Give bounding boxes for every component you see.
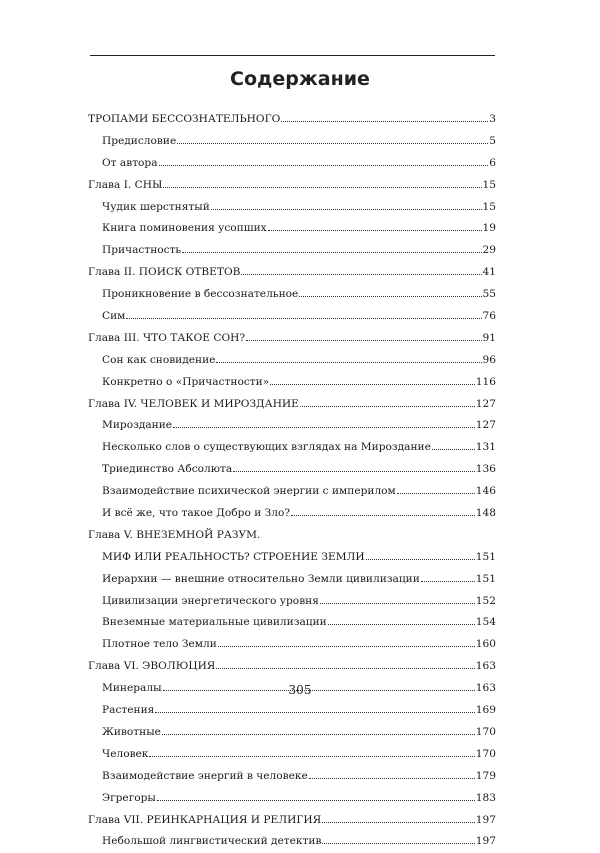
toc-page-number: 127	[475, 419, 496, 432]
toc-page-number: 41	[482, 266, 496, 279]
toc-entry-title: Глава II. ПОИСК ОТВЕТОВ	[88, 266, 241, 279]
toc-dot-leader	[366, 559, 475, 560]
toc-dot-leader	[291, 515, 475, 516]
toc-dot-leader	[432, 449, 475, 450]
toc-dot-leader	[173, 427, 475, 428]
toc-page-number: 197	[475, 835, 496, 848]
toc-dot-leader	[218, 646, 475, 647]
toc-page-number: 170	[475, 725, 496, 738]
toc-section-entry	[88, 284, 496, 306]
toc-page-number: 148	[475, 507, 496, 520]
toc-dot-leader	[216, 668, 474, 669]
toc-page-number: 170	[475, 747, 496, 760]
toc-entry-title: Глава VII. РЕИНКАРНАЦИЯ И РЕЛИГИЯ	[88, 813, 322, 826]
toc-page-number: 76	[482, 310, 496, 323]
toc-entry-title: Сим	[102, 310, 126, 323]
toc-dot-leader	[322, 843, 474, 844]
toc-entry-title: От автора	[102, 156, 158, 169]
toc-dot-leader	[182, 252, 481, 253]
toc-section-entry	[88, 437, 496, 459]
toc-section-entry	[88, 415, 496, 437]
toc-entry-title: Человек	[102, 747, 149, 760]
toc-dot-leader	[421, 581, 475, 582]
toc-dot-leader	[155, 712, 474, 713]
toc-dot-leader	[320, 603, 475, 604]
toc-entry-title: ТРОПАМИ БЕССОЗНАТЕЛЬНОГО	[88, 113, 281, 125]
toc-page-number: 163	[475, 682, 496, 695]
toc-entry-title: Сон как сновидение	[102, 353, 216, 366]
toc-entry-title: Чудик шерстнятый	[102, 200, 210, 213]
toc-page-number: 91	[482, 331, 496, 344]
toc-entry-title: Глава VI. ЭВОЛЮЦИЯ	[88, 660, 216, 673]
toc-dot-leader	[270, 384, 475, 385]
toc-section-entry	[88, 831, 496, 853]
toc-entry-title: Проникновение в бессознательное	[102, 288, 299, 301]
toc-page-number: 179	[475, 769, 496, 782]
toc-page-number: 5	[489, 134, 496, 147]
toc-page-number: 163	[475, 660, 496, 673]
toc-page-number: 197	[475, 813, 496, 826]
table-of-contents	[88, 109, 496, 853]
toc-page-number: 146	[475, 485, 496, 498]
toc-section-entry	[88, 350, 496, 372]
toc-dot-leader	[163, 187, 481, 188]
toc-page-number: 160	[475, 638, 496, 651]
page-title: Содержание	[230, 68, 370, 90]
toc-entry-title: МИФ ИЛИ РЕАЛЬНОСТЬ? СТРОЕНИЕ ЗЕМЛИ	[102, 550, 365, 563]
toc-section-entry	[88, 612, 496, 634]
toc-page-number: 3	[489, 113, 496, 125]
toc-section-entry	[88, 372, 496, 394]
toc-page-number: 136	[475, 463, 496, 476]
toc-section-entry	[88, 459, 496, 481]
toc-dot-leader	[159, 165, 489, 166]
toc-page-number: 96	[482, 353, 496, 366]
toc-entry-title: Минералы	[102, 682, 162, 695]
toc-section-entry	[88, 700, 496, 722]
toc-chapter-entry	[88, 525, 496, 547]
toc-entry-title: Предисловие	[102, 134, 177, 147]
toc-dot-leader	[157, 800, 475, 801]
toc-page-number: 55	[482, 288, 496, 301]
toc-section-entry	[88, 788, 496, 810]
toc-entry-title: Несколько слов о существующих взглядах на Мироздание	[102, 441, 431, 454]
toc-entry-title: Глава IV. ЧЕЛОВЕК И МИРОЗДАНИЕ	[88, 397, 299, 410]
toc-section-entry	[88, 503, 496, 525]
toc-page-number: 151	[475, 572, 496, 585]
toc-entry-title: Растения	[102, 704, 155, 717]
toc-dot-leader	[162, 734, 475, 735]
toc-section-entry	[88, 240, 496, 262]
toc-entry-title: Триединство Абсолюта	[102, 463, 233, 476]
toc-entry-title: Животные	[102, 725, 161, 738]
toc-page-number: 154	[475, 616, 496, 629]
toc-page-number: 15	[482, 200, 496, 213]
toc-entry-title: Взаимодействие психической энергии с империлом	[102, 485, 396, 498]
toc-dot-leader	[177, 143, 488, 144]
toc-section-entry	[88, 591, 496, 613]
toc-section-entry	[88, 766, 496, 788]
toc-entry-title: Книга поминовения усопших	[102, 222, 267, 235]
toc-page-number: 152	[475, 594, 496, 607]
toc-dot-leader	[300, 406, 475, 407]
toc-section-entry	[88, 218, 496, 240]
toc-page-number: 6	[489, 156, 496, 169]
toc-entry-title: Плотное тело Земли	[102, 638, 217, 651]
toc-chapter-entry	[88, 175, 496, 197]
toc-dot-leader	[397, 493, 475, 494]
toc-chapter-entry	[88, 656, 496, 678]
toc-dot-leader	[328, 624, 475, 625]
toc-chapter-entry	[88, 394, 496, 416]
toc-entry-title: Внеземные материальные цивилизации	[102, 616, 327, 629]
toc-section-entry	[88, 481, 496, 503]
toc-entry-title: Глава I. СНЫ	[88, 178, 163, 191]
toc-page-number: 169	[475, 704, 496, 717]
toc-section-entry	[88, 153, 496, 175]
toc-page-number: 116	[475, 375, 496, 388]
toc-entry-title: Мироздание	[102, 419, 173, 432]
toc-dot-leader	[241, 274, 481, 275]
toc-chapter-entry	[88, 109, 496, 131]
toc-page-number: 151	[475, 550, 496, 563]
toc-section-entry	[88, 131, 496, 153]
toc-page-number: 29	[482, 244, 496, 257]
toc-entry-title: Глава V. ВНЕЗЕМНОЙ РАЗУМ.	[88, 528, 261, 541]
toc-dot-leader	[299, 296, 481, 297]
toc-page-number: 127	[475, 397, 496, 410]
toc-page-number: 15	[482, 178, 496, 191]
toc-dot-leader	[216, 362, 481, 363]
toc-entry-title: Иерархии — внешние относительно Земли цивилизации	[102, 572, 420, 585]
toc-dot-leader	[281, 121, 488, 122]
toc-entry-title: Конкретно о «Причастности»	[102, 375, 270, 388]
toc-dot-leader	[268, 230, 482, 231]
toc-entry-title: Небольшой лингвистический детектив	[102, 835, 322, 848]
toc-entry-title: Глава III. ЧТО ТАКОЕ СОН?	[88, 331, 246, 344]
toc-section-entry	[88, 197, 496, 219]
toc-entry-title: Цивилизации энергетического уровня	[102, 594, 319, 607]
toc-chapter-entry	[88, 328, 496, 350]
toc-entry-title: Взаимодействие энергий в человеке	[102, 769, 308, 782]
toc-dot-leader	[246, 340, 481, 341]
toc-dot-leader	[126, 318, 481, 319]
toc-entry-title: Причастность	[102, 244, 182, 257]
toc-section-entry	[88, 634, 496, 656]
toc-dot-leader	[233, 471, 475, 472]
top-rule	[90, 55, 495, 56]
toc-entry-title: Эгрегоры	[102, 791, 156, 804]
toc-chapter-entry	[88, 262, 496, 284]
toc-dot-leader	[149, 756, 474, 757]
toc-page-number: 183	[475, 791, 496, 804]
toc-section-entry	[88, 306, 496, 328]
toc-page-number: 19	[482, 222, 496, 235]
toc-dot-leader	[211, 209, 482, 210]
toc-section-entry	[88, 722, 496, 744]
toc-chapter-entry	[88, 810, 496, 832]
toc-entry-title: И всё же, что такое Добро и Зло?	[102, 507, 291, 520]
toc-section-entry	[88, 744, 496, 766]
toc-section-entry	[88, 569, 496, 591]
toc-section-entry	[88, 547, 496, 569]
page-number: 305	[288, 683, 312, 697]
toc-dot-leader	[309, 778, 475, 779]
toc-page-number: 131	[475, 441, 496, 454]
toc-dot-leader	[322, 822, 475, 823]
